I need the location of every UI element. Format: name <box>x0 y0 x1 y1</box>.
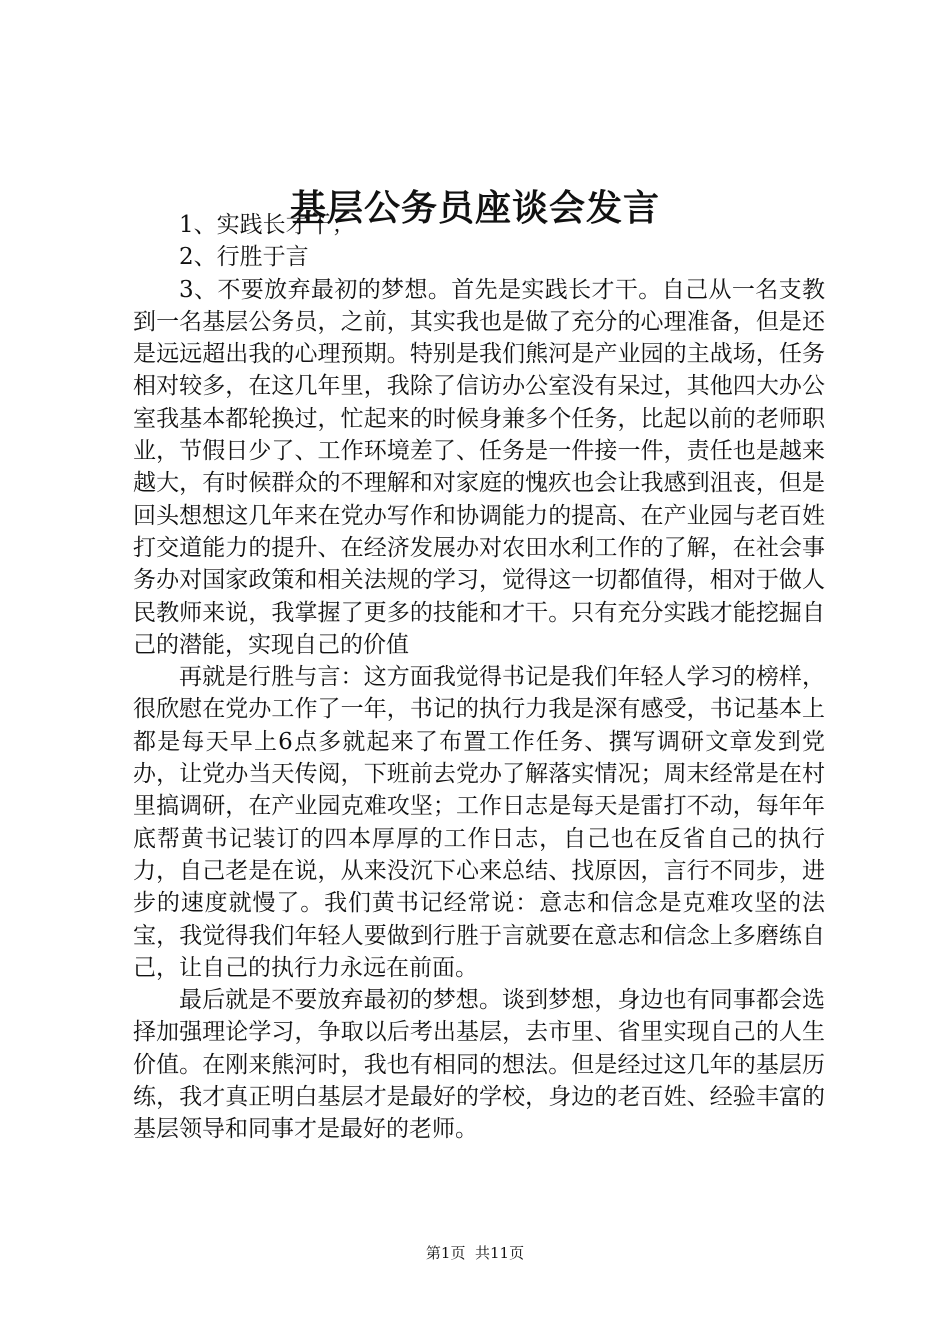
paragraph-item-1: 1、实践长才干； <box>179 212 355 238</box>
document-body <box>133 209 825 1146</box>
page-total: 共11页 <box>475 1244 525 1262</box>
paragraph-item-3: 3、不要放弃最初的梦想。首先是实践长才干。自己从一名支教到一名基层公务员，之前，其实我也是做了充分的心理准备，但是还是远远超出我的心理预期。特别是我们熊河是产业园的主战场，任务相对较多，在这几年里，我除了信访办公室没有呆过，其他四大办公室我基本都轮换过，忙起来的时候身兼多个任务，比起以前的老师职业，节假日少了、工作环境差了、任务是一件接一件，责任也是越来越大，有时候群众的不理解和对家庭的愧疚也会让我感到沮丧，但是回头想想这几年来在党办写作和协调能力的提高、在产业园与老百姓打交道能力的提升、在经济发展办对农田水利工作的了解，在社会事务办对国家政策和相关法规的学习，觉得这一切都值得，相对于做人民教师来说，我掌握了更多的技能和才干。只有充分实践才能挖掘自己的潜能，实现自己的价值 <box>133 276 825 658</box>
footer-spacer <box>465 1244 475 1262</box>
paragraph-dream: 最后就是不要放弃最初的梦想。谈到梦想，身边也有同事都会选择加强理论学习，争取以后考出基层，去市里、省里实现自己的人生价值。在刚来熊河时，我也有相同的想法。但是经过这几年的基层历练，我才真正明白基层才是最好的学校，身边的老百姓、经验丰富的基层领导和同事才是最好的老师。 <box>133 987 825 1143</box>
document-title: 基层公务员座谈会发言 <box>289 187 660 229</box>
paragraph-item-2: 2、行胜于言 <box>179 244 309 271</box>
page-footer <box>0 1243 950 1263</box>
paragraph-execution: 再就是行胜与言：这方面我觉得书记是我们年轻人学习的榜样，很欣慰在党办工作了一年，书记的执行力我是深有感受，书记基本上都是每天早上6点多就起来了布置工作任务、撰写调研文章发到党办，让党办当天传阅，下班前去党办了解落实情况；周末经常是在村里搞调研，在产业园克难攻坚；工作日志是每天是雷打不动，每年年底帮黄书记装订的四本厚厚的工作日志，自己也在反省自己的执行力，自己老是在说，从来没沉下心来总结、找原因，言行不同步，进步的速度就慢了。我们黄书记经常说：意志和信念是克难攻坚的法宝，我觉得我们年轻人要做到行胜于言就要在意志和信念上多磨练自己，让自己的执行力永远在前面。 <box>133 664 825 981</box>
page-number: 第1页 <box>425 1244 466 1262</box>
